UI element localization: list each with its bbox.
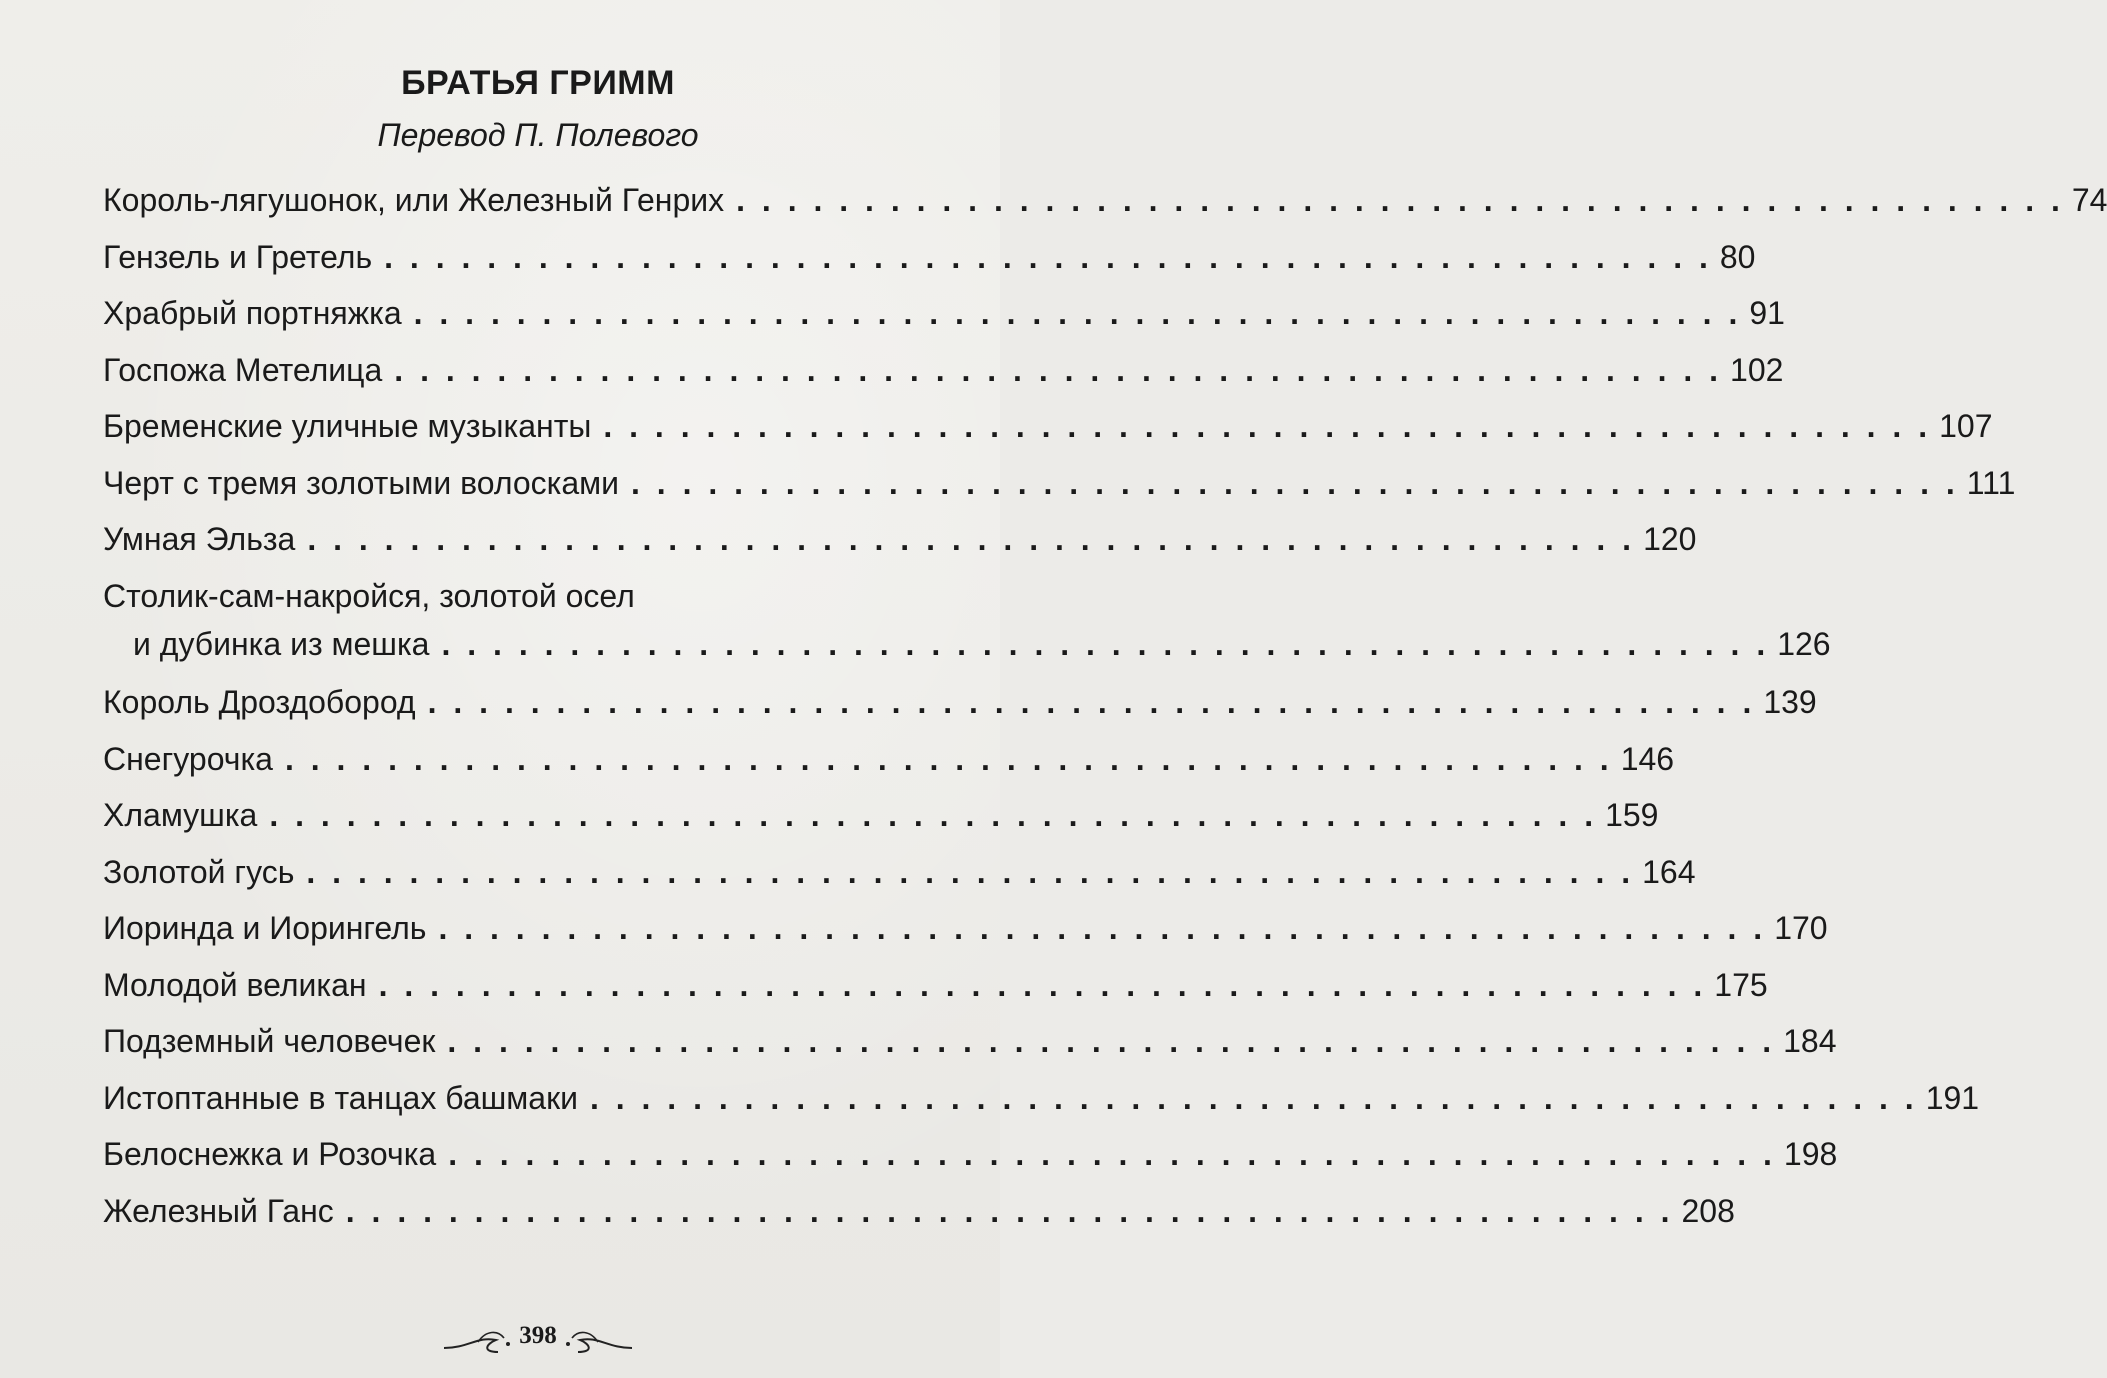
toc-entry-line (103, 459, 2016, 507)
dot-leader: . . . . . . . . . . . . . . . . . . . . . . . . . . . . . . . . . . . . . . . . . . . . . . . . . . . . (413, 295, 1742, 331)
dot-leader: . . . . . . . . . . . . . . . . . . . . . . . . . . . . . . . . . . . . . . . . . . . . . . . . . . . . (306, 853, 1635, 890)
toc-entry-line (103, 233, 1756, 281)
toc-entry (103, 735, 1675, 783)
toc-entry-line (103, 515, 1697, 563)
toc-entry (103, 515, 1697, 563)
toc-entry-title: Храбрый портняжка (103, 295, 402, 331)
toc-entry-line (103, 1074, 1980, 1122)
toc-entry-line (103, 176, 2107, 224)
toc-entry-title: Истоптанные в танцах башмаки (103, 1079, 578, 1116)
toc-entry (103, 791, 1659, 839)
dot-leader: . . . . . . . . . . . . . . . . . . . . . . . . . . . . . . . . . . . . . . . . . . . . . . . . . . . . (736, 182, 2064, 218)
page-number: 398 (519, 1322, 557, 1349)
toc-entry-page: 107 (1939, 408, 1993, 444)
toc-entry-title: Госпожа Метелица (103, 351, 383, 388)
toc-entry-title: Молодой великан (103, 966, 367, 1003)
toc-entry-page: 126 (1777, 625, 1831, 662)
page-footer (0, 1318, 1076, 1363)
dot-leader: . . . . . . . . . . . . . . . . . . . . . . . . . . . . . . . . . . . . . . . . . . . . . . . . . . . . (447, 1023, 1776, 1059)
section-title: БРАТЬЯ ГРИММ (401, 64, 675, 102)
toc-entry-line (103, 1017, 1837, 1065)
dot-leader: . . . . . . . . . . . . . . . . . . . . . . . . . . . . . . . . . . . . . . . . . . . . . . . . . . . . (384, 238, 1712, 275)
toc-entry (103, 904, 1828, 952)
toc-entry (103, 678, 1817, 726)
section-subtitle: Перевод П. Полевого (377, 117, 699, 153)
toc-entry-title: Столик-сам-накройся, золотой осел (103, 577, 635, 614)
toc-entry-page: 74 (2071, 182, 2107, 218)
toc-entry-title: Белоснежка и Розочка (103, 1136, 437, 1172)
toc-entry-line (103, 735, 1675, 783)
toc-entry-line (103, 791, 1659, 839)
toc-entry (103, 1017, 1837, 1065)
toc-entry-page: 146 (1620, 740, 1675, 777)
dot-leader: . . . . . . . . . . . . . . . . . . . . . . . . . . . . . . . . . . . . . . . . . . . . . . . . . . . . (394, 351, 1723, 388)
dot-leader: . . . . . . . . . . . . . . . . . . . . . . . . . . . . . . . . . . . . . . . . . . . . . . . . . . . . (269, 797, 1598, 833)
toc-entry (103, 346, 1784, 394)
toc-entry-title: Бременские уличные музыканты (103, 408, 592, 444)
dot-leader: . . . . . . . . . . . . . . . . . . . . . . . . . . . . . . . . . . . . . . . . . . . . . . . . . . . . (307, 521, 1636, 557)
toc-entry-line (103, 961, 1768, 1009)
toc-entry (103, 572, 1831, 668)
toc-entry-title: и дубинка из мешка (133, 625, 430, 662)
toc-entry-title: Золотой гусь (103, 853, 295, 890)
dot-leader: . . . . . . . . . . . . . . . . . . . . . . . . . . . . . . . . . . . . . . . . . . . . . . . . . . . . (603, 408, 1932, 444)
toc-entry (103, 289, 1785, 337)
toc-entry-line (103, 289, 1785, 337)
toc-entry-title: Иоринда и Иорингель (103, 910, 427, 946)
toc-entry (103, 1074, 1980, 1122)
toc-entry-page: 139 (1763, 684, 1817, 720)
toc-entry (103, 1187, 1735, 1235)
toc-entry-line (103, 620, 1831, 668)
page-number-ornament (438, 1318, 638, 1358)
toc-entry-page: 120 (1643, 521, 1697, 557)
toc-entry (103, 1130, 1838, 1178)
dot-leader: . . . . . . . . . . . . . . . . . . . . . . . . . . . . . . . . . . . . . . . . . . . . . . . . . . . . (448, 1136, 1776, 1172)
toc-entry-page: 111 (1966, 464, 2016, 501)
toc-entry-title: Гензель и Гретель (103, 238, 373, 275)
dot-leader: . . . . . . . . . . . . . . . . . . . . . . . . . . . . . . . . . . . . . . . . . . . . . . . . . . . . (427, 684, 1756, 720)
toc-entry-line (103, 848, 1696, 896)
dot-leader: . . . . . . . . . . . . . . . . . . . . . . . . . . . . . . . . . . . . . . . . . . . . . . . . . . . . (589, 1079, 1918, 1116)
toc-entry-page: 164 (1642, 853, 1696, 890)
toc-entry-title: Умная Эльза (103, 521, 296, 557)
toc-entry-title: Железный Ганс (103, 1192, 334, 1229)
toc-entry-line (103, 402, 1993, 450)
dot-leader: . . . . . . . . . . . . . . . . . . . . . . . . . . . . . . . . . . . . . . . . . . . . . . . . . . . . (378, 966, 1707, 1003)
toc-entry (103, 459, 2016, 507)
dot-leader: . . . . . . . . . . . . . . . . . . . . . . . . . . . . . . . . . . . . . . . . . . . . . . . . . . . . (631, 464, 1959, 501)
toc-entry-line (103, 1130, 1838, 1178)
toc-entry-page: 208 (1681, 1192, 1735, 1229)
toc-entry-page: 198 (1783, 1136, 1838, 1172)
toc-entry (103, 402, 1993, 450)
dot-leader: . . . . . . . . . . . . . . . . . . . . . . . . . . . . . . . . . . . . . . . . . . . . . . . . . . . . (441, 625, 1770, 662)
toc-entry-title: Король Дроздобород (103, 684, 416, 720)
toc-entry-page: 91 (1749, 295, 1785, 331)
toc-entry (103, 233, 1756, 281)
toc-entry-line (103, 1187, 1735, 1235)
toc-entry-page: 175 (1714, 966, 1768, 1003)
toc-entry (103, 176, 2107, 224)
toc-entry-line (103, 572, 973, 620)
dot-leader: . . . . . . . . . . . . . . . . . . . . . . . . . . . . . . . . . . . . . . . . . . . . . . . . . . . . (345, 1192, 1674, 1229)
toc-entry-title: Снегурочка (103, 740, 273, 777)
toc-entry (103, 848, 1696, 896)
dot-leader: . . . . . . . . . . . . . . . . . . . . . . . . . . . . . . . . . . . . . . . . . . . . . . . . . . . . (438, 910, 1767, 946)
dot-leader: . . . . . . . . . . . . . . . . . . . . . . . . . . . . . . . . . . . . . . . . . . . . . . . . . . . . (284, 740, 1613, 777)
toc-entry-page: 184 (1783, 1023, 1837, 1059)
toc-entry-page: 191 (1925, 1079, 1980, 1116)
toc-entry-line (103, 346, 1784, 394)
toc-entry-line (103, 678, 1817, 726)
toc-entry-title: Черт с тремя золотыми волосками (103, 464, 620, 501)
toc-entry-page: 159 (1605, 797, 1659, 833)
toc-entry (103, 961, 1768, 1009)
toc-entry-title: Подземный человечек (103, 1023, 436, 1059)
toc-entry-title: Король-лягушонок, или Железный Генрих (103, 182, 725, 218)
toc-entry-page: 102 (1730, 351, 1784, 388)
toc-entry-page: 80 (1719, 238, 1756, 275)
toc-entry-page: 170 (1774, 910, 1828, 946)
toc-entry-title: Хламушка (103, 797, 258, 833)
toc-entry-line (103, 904, 1828, 952)
